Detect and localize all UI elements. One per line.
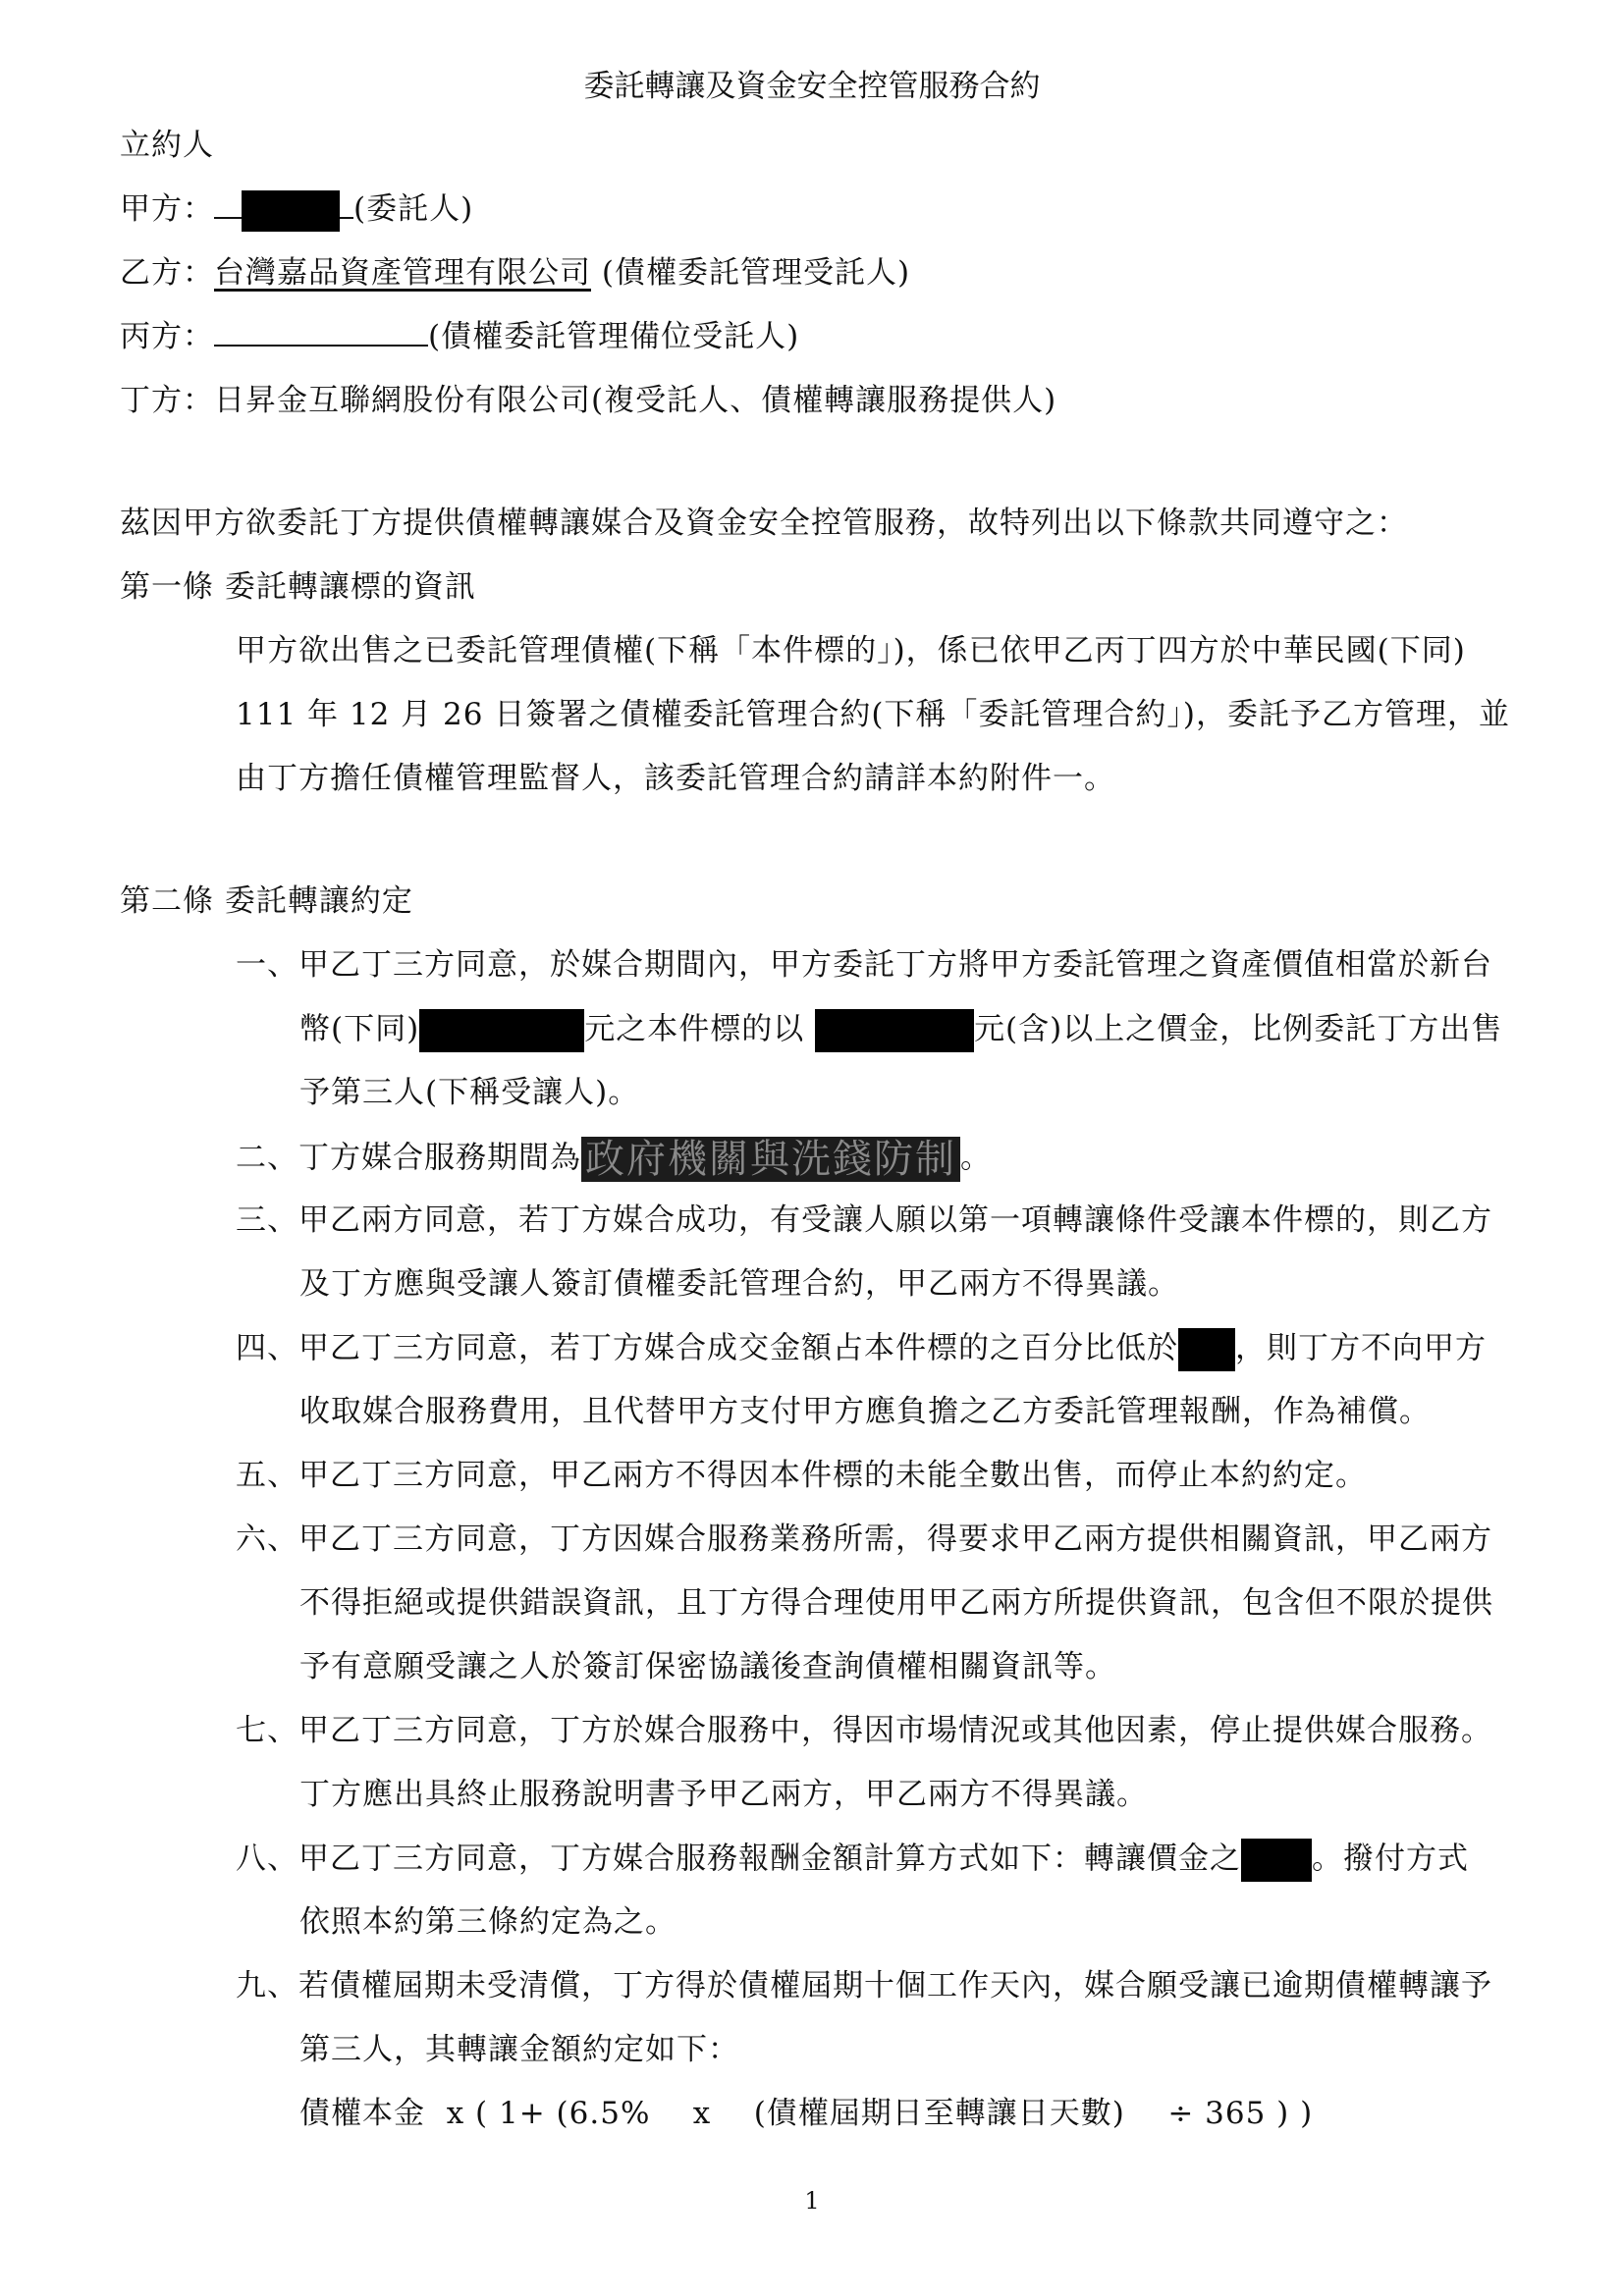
party-b-role: (債權委託管理受託人)	[601, 255, 911, 291]
item-4-text-a: 四、甲乙丁三方同意，若丁方媒合成交金額占本件標的之百分比低於	[236, 1330, 1178, 1366]
item-1-line-1: 一、甲乙丁三方同意，於媒合期間內，甲方委託丁方將甲方委託管理之資產價值相當於新台	[236, 947, 1492, 983]
party-b-name: 台灣嘉品資產管理有限公司	[214, 255, 591, 291]
redaction-asset-value	[419, 1009, 584, 1052]
item-6-line-2: 不得拒絕或提供錯誤資訊，且丁方得合理使用甲乙兩方所提供資訊，包含但不限於提供	[299, 1585, 1493, 1621]
item-1-text-b: 元之本件標的以	[584, 1011, 805, 1047]
item-6-line-1: 六、甲乙丁三方同意，丁方因媒合服務業務所需，得要求甲乙兩方提供相關資訊，甲乙兩方	[236, 1522, 1492, 1557]
item-9-formula: 債權本金 x ( 1+ (6.5% x (債權屆期日至轉讓日天數) ÷ 365 ) )	[299, 2096, 1314, 2131]
item-1-text-c: 元(含)以上之價金，比例委託丁方出售	[974, 1011, 1503, 1047]
item-8-text-a: 八、甲乙丁三方同意，丁方媒合服務報酬金額計算方式如下：轉讓價金之	[236, 1841, 1241, 1877]
party-d-text: 日昇金互聯網股份有限公司(複受託人、債權轉讓服務提供人)	[214, 383, 1057, 418]
parties-heading: 立約人	[120, 128, 214, 163]
item-1-line-3: 予第三人(下稱受讓人)。	[299, 1075, 640, 1110]
redaction-percentage	[1178, 1328, 1235, 1371]
item-1-line-2	[299, 1009, 1502, 1052]
page-number: 1	[804, 2187, 820, 2215]
party-a-label: 甲方：	[120, 191, 214, 227]
party-c-blank	[214, 319, 428, 347]
item-2-text-a: 二、丁方媒合服務期間為	[236, 1140, 581, 1176]
item-8-line-1	[236, 1839, 1469, 1882]
article-1-line-2: 111 年 12 月 26 日簽署之債權委託管理合約(下稱「委託管理合約」)，委託予乙方管理，並	[236, 697, 1511, 732]
item-3-line-2: 及丁方應與受讓人簽訂債權委託管理合約，甲乙兩方不得異議。	[299, 1266, 1179, 1302]
party-b-label: 乙方：	[120, 255, 214, 291]
document-title: 委託轉讓及資金安全控管服務合約	[583, 69, 1041, 104]
article-1-heading: 第一條 委託轉讓標的資訊	[120, 569, 476, 605]
item-9-line-1: 九、若債權屆期未受清償，丁方得於債權屆期十個工作天內，媒合願受讓已逾期債權轉讓予	[236, 1968, 1492, 2003]
redaction-price	[815, 1009, 974, 1052]
article-1-line-1: 甲方欲出售之已委託管理債權(下稱「本件標的」)，係已依甲乙丙丁四方於中華民國(下同)	[236, 633, 1466, 668]
party-d-line	[120, 381, 1056, 420]
redaction-fee-rate	[1241, 1839, 1312, 1882]
item-4-line-1	[236, 1328, 1487, 1371]
redaction-party-a-name	[242, 190, 340, 232]
item-7-line-1: 七、甲乙丁三方同意，丁方於媒合服務中，得因市場情況或其他因素，停止提供媒合服務。	[236, 1713, 1492, 1748]
item-6-line-3: 予有意願受讓之人於簽訂保密協議後查詢債權相關資訊等。	[299, 1649, 1116, 1684]
item-5-line-1: 五、甲乙丁三方同意，甲乙兩方不得因本件標的未能全數出售，而停止本約約定。	[236, 1458, 1367, 1493]
party-b-line	[120, 253, 910, 293]
party-a-role: (委託人)	[353, 191, 474, 227]
party-a-underline-left	[214, 191, 242, 219]
party-a-line	[120, 189, 473, 232]
party-c-line	[120, 317, 799, 356]
item-7-line-2: 丁方應出具終止服務說明書予甲乙兩方，甲乙兩方不得異議。	[299, 1777, 1148, 1812]
item-8-text-b: 。撥付方式	[1312, 1841, 1469, 1877]
article-2-heading: 第二條 委託轉讓約定	[120, 883, 413, 919]
item-2-line-1	[236, 1137, 992, 1182]
item-4-line-2: 收取媒合服務費用，且代替甲方支付甲方應負擔之乙方委託管理報酬，作為補償。	[299, 1394, 1431, 1429]
party-c-role: (債權委託管理備位受託人)	[428, 319, 800, 354]
item-2-overlay-watermark: 政府機關與洗錢防制	[581, 1137, 960, 1182]
party-d-label: 丁方：	[120, 383, 214, 418]
item-3-line-1: 三、甲乙兩方同意，若丁方媒合成功，有受讓人願以第一項轉讓條件受讓本件標的，則乙方	[236, 1202, 1492, 1238]
item-9-line-2: 第三人，其轉讓金額約定如下：	[299, 2032, 739, 2067]
party-a-underline-right	[340, 191, 353, 219]
intro-paragraph: 茲因甲方欲委託丁方提供債權轉讓媒合及資金安全控管服務，故特列出以下條款共同遵守之：	[120, 506, 1408, 541]
item-4-text-b: ，則丁方不向甲方	[1235, 1330, 1487, 1366]
party-c-label: 丙方：	[120, 319, 214, 354]
item-8-line-2: 依照本約第三條約定為之。	[299, 1904, 677, 1940]
item-1-text-a: 幣(下同)	[299, 1011, 420, 1047]
item-2-text-b: 。	[960, 1140, 992, 1176]
article-1-line-3: 由丁方擔任債權管理監督人，該委託管理合約請詳本約附件一。	[236, 761, 1115, 796]
